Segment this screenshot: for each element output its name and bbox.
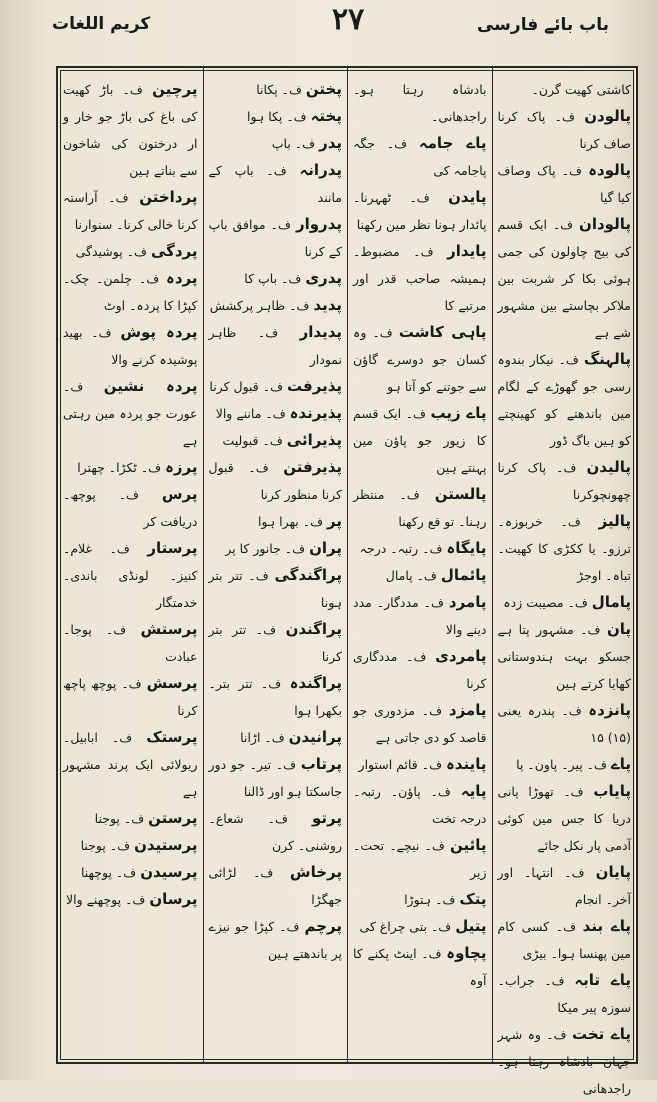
entry-headword: پردہ bbox=[166, 269, 198, 287]
entry-definition: ف۔ ماننے والا bbox=[215, 406, 286, 421]
entry-headword: پایندہ bbox=[446, 755, 487, 773]
dictionary-entry bbox=[209, 859, 343, 913]
entry-definition: ف۔ تتر بتر ہونا bbox=[208, 568, 342, 610]
dictionary-entry bbox=[63, 886, 198, 913]
dictionary-entry bbox=[353, 697, 487, 751]
entry-headword: پالہنگ bbox=[583, 350, 631, 368]
entry-headword: پانزدہ bbox=[588, 701, 631, 719]
entry-definition: ف۔ پوجا۔ عبادت bbox=[63, 622, 198, 664]
entry-definition: ف۔ ظاہر نمودار bbox=[208, 325, 342, 367]
entry-headword: پاے تابہ bbox=[574, 971, 631, 989]
entry-headword: پالودن bbox=[584, 107, 631, 125]
entry-definition: ف۔ مشہور پتا ہے جسکو بہت ہندوستانی کھایا کرتے ہین bbox=[497, 622, 631, 691]
entry-definition: ف۔ باڑ کھیت کی باغ کی باڑ جو خار و ار درختون کی شاخون سے بناتے ہین bbox=[63, 82, 198, 178]
dictionary-entry bbox=[209, 373, 343, 400]
entry-headword: پردگی bbox=[150, 242, 198, 260]
dictionary-entry bbox=[498, 346, 632, 454]
entry-headword: پرستن bbox=[148, 809, 198, 827]
entry-definition: ف۔ قائم استوار bbox=[358, 757, 443, 772]
entry-definition: ف۔ جگہ پاجامہ کی bbox=[353, 136, 487, 178]
entry-headword: پامردی bbox=[435, 647, 487, 665]
entry-headword: پختن bbox=[305, 80, 342, 98]
entry-headword: پرستار bbox=[147, 539, 198, 557]
dictionary-entry bbox=[498, 967, 632, 1021]
dictionary-entry bbox=[353, 562, 487, 589]
dictionary-entry bbox=[209, 805, 343, 859]
dictionary-entry bbox=[209, 562, 343, 616]
entry-headword: پرخاش bbox=[289, 863, 342, 881]
entry-definition: ف۔ لڑائی جھگڑا bbox=[208, 865, 342, 907]
entry-headword: پدرانہ bbox=[299, 161, 342, 179]
entry-headword: پچاوہ bbox=[446, 944, 487, 962]
entry-headword: پاے جامہ bbox=[418, 134, 487, 152]
entry-headword: پرس bbox=[161, 485, 198, 503]
entry-headword: پرانیدن bbox=[288, 728, 342, 746]
entry-headword: پرستک bbox=[146, 728, 198, 746]
entry-headword: پراگندہ bbox=[289, 674, 342, 692]
dictionary-entry bbox=[209, 319, 343, 373]
dictionary-entry bbox=[63, 535, 198, 616]
entry-definition: ف۔ خربوزہ۔ ترزو۔ یا ککڑی کا کھیت۔ تباہ۔ اوجڑ bbox=[497, 514, 631, 583]
dictionary-entry bbox=[353, 76, 487, 130]
column-1 bbox=[492, 68, 637, 1096]
entry-headword: پائمال bbox=[440, 566, 487, 584]
entry-definition: بادشاہ رہتا ہو۔ راجدھانی۔ bbox=[353, 82, 487, 124]
entry-headword: پائین bbox=[449, 836, 487, 854]
dictionary-entry bbox=[209, 535, 343, 562]
dictionary-entry bbox=[498, 157, 632, 211]
entry-definition: ف۔ ایک قسم کا زیور جو پاؤن مین پہنتے ہین bbox=[353, 406, 487, 475]
entry-definition: ف۔ ابابیل۔ ریولائی ایک پرند مشہور ہے bbox=[63, 730, 198, 799]
entry-definition: ف۔ ہتوڑا bbox=[404, 892, 456, 907]
entry-definition: ف۔ ٹکڑا۔ چھترا bbox=[77, 460, 162, 475]
entry-definition: ف۔ باپ کا bbox=[244, 271, 302, 286]
entry-definition: ف۔ مصیبت زدہ bbox=[503, 595, 588, 610]
entry-definition: ف۔ منتظر رہنا۔ تو قع رکھنا bbox=[353, 487, 487, 529]
dictionary-entry bbox=[63, 184, 198, 238]
entry-definition: ف۔ کسی کام مین پھنسا ہوا۔ بیڑی bbox=[497, 919, 631, 961]
entry-headword: پاہی کاشت bbox=[398, 323, 487, 341]
entry-definition: ف۔ ایک قسم کی بیج چاولون کی جمی ہوئی بکا کر شربت بین ملاکر بچاستے بین مشہور شے ہے bbox=[497, 217, 631, 340]
dictionary-entry bbox=[209, 400, 343, 427]
dictionary-entry bbox=[63, 319, 198, 373]
entry-definition: ف۔ قبول کرنا منظور کرنا bbox=[208, 460, 342, 502]
entry-definition: ف۔ نیچے۔ تحت۔ زیر bbox=[353, 838, 487, 880]
entry-definition: ف۔ پاک وصاف کیا گیا bbox=[497, 163, 631, 205]
dictionary-entry bbox=[353, 886, 487, 913]
entry-definition: ف۔ بھرا ہوا bbox=[257, 514, 324, 529]
entry-definition: ف۔ ٹھہرنا۔ پائدار ہونا نظر مین رکھنا bbox=[353, 190, 487, 232]
entry-headword: پذیرندہ bbox=[289, 404, 342, 422]
entry-definition: ف۔ شعاع۔ روشنی۔ کرن bbox=[208, 811, 342, 853]
entry-headword: پردہ نشین bbox=[103, 377, 198, 395]
dictionary-entry bbox=[209, 157, 343, 211]
dictionary-entry bbox=[353, 400, 487, 481]
entry-headword: پالیدن bbox=[586, 458, 631, 476]
entry-headword: پدری bbox=[305, 269, 342, 287]
entry-headword: پایاب bbox=[593, 782, 631, 800]
dictionary-entry bbox=[498, 778, 632, 859]
entry-definition: ف۔ تھوڑا پانی دریا کا جس مین کوئی آدمی پار نکل جائے bbox=[497, 784, 631, 853]
dictionary-entry bbox=[209, 616, 343, 670]
entry-headword: پدید bbox=[313, 296, 342, 314]
entry-headword: پالستن bbox=[434, 485, 487, 503]
book-title: کریم اللغات bbox=[52, 14, 151, 34]
entry-definition: ف۔ پوچھنا bbox=[80, 865, 137, 880]
entry-definition: ف۔ وہ کسان جو دوسرے گاؤن سے جوتنے کو آتا ہو bbox=[353, 325, 487, 394]
dictionary-entry bbox=[63, 724, 198, 805]
entry-definition: ف۔ پاک کرنا چھونچوکرنا bbox=[497, 460, 631, 502]
entry-headword: پان bbox=[606, 620, 632, 638]
entry-definition: ف۔ قبول کرنا bbox=[209, 379, 284, 394]
entry-definition: ف۔ آراستہ کرنا خالی کرنا۔ سنوارنا bbox=[63, 190, 198, 232]
entry-definition: ف۔ مددگاری کرنا bbox=[353, 649, 487, 691]
entry-definition: ف۔ پکا ہوا bbox=[246, 109, 307, 124]
dictionary-entry bbox=[498, 589, 632, 616]
entry-headword: پالودان bbox=[579, 215, 631, 233]
entry-definition: ف۔ تتر بتر۔ بکھرا ہوا bbox=[208, 676, 342, 718]
entry-definition: ف۔ پوجنا bbox=[94, 811, 145, 826]
entry-headword: پر bbox=[327, 512, 342, 530]
entry-headword: پامرد bbox=[448, 593, 487, 611]
dictionary-entry bbox=[353, 643, 487, 697]
dictionary-entry bbox=[498, 454, 632, 508]
dictionary-entry bbox=[209, 508, 343, 535]
entry-definition: ف۔ چلمن۔ چک۔ کپڑا کا پردہ۔ اوٹ bbox=[63, 271, 198, 313]
column-4 bbox=[58, 68, 203, 1062]
dictionary-entry bbox=[498, 103, 632, 157]
entry-definition: ف۔ جانور کا پر bbox=[225, 541, 306, 556]
entry-headword: پختہ bbox=[310, 107, 342, 125]
dictionary-entry bbox=[63, 805, 198, 832]
dictionary-entry bbox=[353, 940, 487, 994]
entry-definition: ف۔ پوچھنے والا bbox=[65, 892, 146, 907]
dictionary-entry bbox=[498, 913, 632, 967]
dictionary-entry bbox=[63, 616, 198, 670]
entry-headword: پرچین bbox=[152, 80, 198, 98]
entry-definition: ف۔ اڑانا bbox=[240, 730, 285, 745]
entry-headword: پاے bbox=[610, 755, 631, 773]
dictionary-entry bbox=[63, 238, 198, 265]
entry-headword: پتیل bbox=[455, 917, 487, 935]
entry-headword: پرتاب bbox=[300, 755, 342, 773]
entry-definition: ف۔ پاؤن۔ رتبہ۔ درجہ تخت bbox=[353, 784, 487, 826]
dictionary-entry bbox=[353, 589, 487, 643]
entry-definition: ف۔ اینٹ پکنے کا آوہ bbox=[353, 946, 487, 988]
entry-definition: ف۔ پوچھ پاچھ کرنا bbox=[63, 676, 198, 718]
dictionary-entry bbox=[353, 913, 487, 940]
entry-definition: ف۔ پامال bbox=[385, 568, 437, 583]
entry-headword: پدر bbox=[319, 134, 342, 152]
entry-headword: پراگندگی bbox=[274, 566, 342, 584]
dictionary-entry bbox=[209, 454, 343, 508]
dictionary-entry bbox=[209, 292, 343, 319]
dictionary-entry bbox=[353, 832, 487, 886]
dictionary-entry bbox=[353, 751, 487, 778]
entry-definition: ف۔ پکانا bbox=[256, 82, 302, 97]
dictionary-entry bbox=[498, 859, 632, 913]
dictionary-entry bbox=[209, 724, 343, 751]
entry-definition: ف۔ باپ کے مانند bbox=[208, 163, 342, 205]
entry-definition: ف۔ پاک کرنا صاف کرنا bbox=[497, 109, 631, 151]
entry-definition: ف۔ وہ شہر جہان بادشاہ رہتا ہو۔ راجدھانی bbox=[497, 1027, 631, 1096]
entry-definition: ف۔ عورت جو پردہ مین رہتی ہے bbox=[63, 379, 198, 448]
dictionary-entry bbox=[63, 670, 198, 724]
entry-headword: پالودہ bbox=[588, 161, 631, 179]
dictionary-entry bbox=[353, 535, 487, 562]
entry-definition: کاشتی کھیت گرن۔ bbox=[531, 82, 631, 97]
entry-definition: ف۔ پوجنا bbox=[80, 838, 131, 853]
dictionary-entry bbox=[353, 319, 487, 400]
entry-headword: پالیز bbox=[598, 512, 631, 530]
dictionary-entry bbox=[209, 427, 343, 454]
entry-headword: پایدن bbox=[448, 188, 487, 206]
dictionary-entry bbox=[63, 832, 198, 859]
entry-headword: پرزہ bbox=[165, 458, 198, 476]
dictionary-entry bbox=[209, 211, 343, 265]
dictionary-entry bbox=[63, 265, 198, 319]
entry-headword: پرسش bbox=[146, 674, 198, 692]
entry-definition: ف۔ مضبوط۔ ہمیشہ صاحب قدر اور مرتبے کا bbox=[353, 244, 487, 313]
entry-headword: پرداختن bbox=[139, 188, 198, 206]
entry-headword: پایہ bbox=[460, 782, 487, 800]
entry-headword: پامزد bbox=[448, 701, 487, 719]
entry-definition: ف۔ بھید پوشیدہ کرنے والا bbox=[63, 325, 198, 367]
entry-headword: پدروار bbox=[295, 215, 342, 233]
section-title: باب بائے فارسی bbox=[476, 15, 609, 35]
dictionary-entry bbox=[498, 616, 632, 697]
text-frame bbox=[56, 66, 638, 1096]
entry-definition: ف۔ تیر۔ جو دور جاسکتا ہو اور ڈالنا bbox=[208, 757, 342, 799]
dictionary-entry bbox=[498, 211, 632, 346]
entry-headword: پاے بند bbox=[582, 917, 631, 935]
dictionary-entry bbox=[353, 130, 487, 184]
entry-definition: ف۔ بتی چراغ کی bbox=[359, 919, 452, 934]
entry-definition: ف۔ پوچھ۔ دریافت کر bbox=[63, 487, 198, 529]
dictionary-entry bbox=[353, 238, 487, 319]
entry-headword: پذیرفتن bbox=[283, 458, 342, 476]
entry-headword: پایان bbox=[595, 863, 631, 881]
entry-headword: پراگندن bbox=[285, 620, 342, 638]
dictionary-entry bbox=[353, 778, 487, 832]
dictionary-entry bbox=[63, 859, 198, 886]
entry-headword: پرسان bbox=[149, 890, 198, 908]
entry-definition: ف۔ ظاہر پرکشش bbox=[209, 298, 310, 313]
dictionary-entry bbox=[63, 481, 198, 535]
page-number: ۲۷ bbox=[332, 2, 365, 37]
entry-headword: پرستش bbox=[140, 620, 198, 638]
entry-definition: ف۔ پندرہ یعنی (۱۵) ۱۵ bbox=[497, 703, 631, 745]
entry-headword: پردہ پوش bbox=[120, 323, 198, 341]
dictionary-entry bbox=[353, 184, 487, 238]
dictionary-entry bbox=[209, 76, 343, 103]
entry-definition: ف۔ پوشیدگی bbox=[75, 244, 147, 259]
entry-definition: ف۔ پیر۔ پاون۔ پا bbox=[516, 757, 607, 772]
dictionary-entry bbox=[498, 1021, 632, 1102]
entry-definition: ف۔ جراب۔ سوزہ پیر میکا bbox=[497, 973, 631, 1015]
dictionary-entry bbox=[498, 751, 632, 778]
entry-headword: پاے زیب bbox=[430, 404, 487, 422]
entry-headword: پذیرفت bbox=[287, 377, 342, 395]
dictionary-entry bbox=[209, 103, 343, 130]
entry-definition: ف۔ مددگار۔ مدد دینے والا bbox=[353, 595, 487, 637]
entry-definition: ف۔ تتر بتر کرنا bbox=[208, 622, 342, 664]
entry-definition: ف۔ غلام۔ کنیز۔ لونڈی باندی۔ خدمتگار bbox=[63, 541, 198, 610]
entry-definition: ف۔ انتہا۔ اور آخر۔ انجام bbox=[497, 865, 631, 907]
entry-headword: پدیدار bbox=[299, 323, 342, 341]
dictionary-entry bbox=[498, 508, 632, 589]
entry-headword: پاے تخت bbox=[571, 1025, 631, 1043]
entry-definition: ف۔ مزدوری جو قاصد کو دی جاتی ہے bbox=[353, 703, 487, 745]
entry-definition: ف۔ نیکار بندوہ رسی جو گھوڑے کے لگام مین باندھتے کو کھینچتے کو ہین باگ ڈور bbox=[497, 352, 631, 448]
dictionary-entry bbox=[63, 76, 198, 184]
entry-definition: ف۔ رتبہ۔ درجہ bbox=[359, 541, 443, 556]
entry-headword: پایدار bbox=[447, 242, 487, 260]
column-3 bbox=[203, 68, 348, 1062]
entry-headword: پایگاہ bbox=[446, 539, 487, 557]
dictionary-entry bbox=[209, 265, 343, 292]
entry-headword: پذیرائی bbox=[286, 431, 342, 449]
dictionary-entry bbox=[63, 373, 198, 454]
entry-headword: پتک bbox=[459, 890, 487, 908]
entry-headword: پرچم bbox=[304, 917, 342, 935]
column-2 bbox=[347, 68, 492, 1062]
dictionary-entry bbox=[353, 481, 487, 535]
entry-headword: پرسیدن bbox=[140, 863, 198, 881]
entry-definition: ف۔ کپڑا جو نیزے پر باندھتے ہین bbox=[208, 919, 342, 961]
dictionary-entry bbox=[63, 454, 198, 481]
entry-headword: پران bbox=[309, 539, 342, 557]
dictionary-entry bbox=[209, 670, 343, 724]
entry-headword: پرتو bbox=[312, 809, 342, 827]
entry-headword: پرستیدن bbox=[134, 836, 198, 854]
dictionary-entry bbox=[498, 697, 632, 751]
dictionary-entry bbox=[498, 76, 632, 103]
dictionary-entry bbox=[209, 913, 343, 967]
dictionary-entry bbox=[209, 130, 343, 157]
dictionary-entry bbox=[209, 751, 343, 805]
entry-headword: پامال bbox=[591, 593, 631, 611]
entry-definition: ف۔ باپ bbox=[271, 136, 316, 151]
entry-definition: ف۔ موافق باپ کے کرنا bbox=[208, 217, 342, 259]
entry-definition: ف۔ قبولیت bbox=[222, 433, 283, 448]
